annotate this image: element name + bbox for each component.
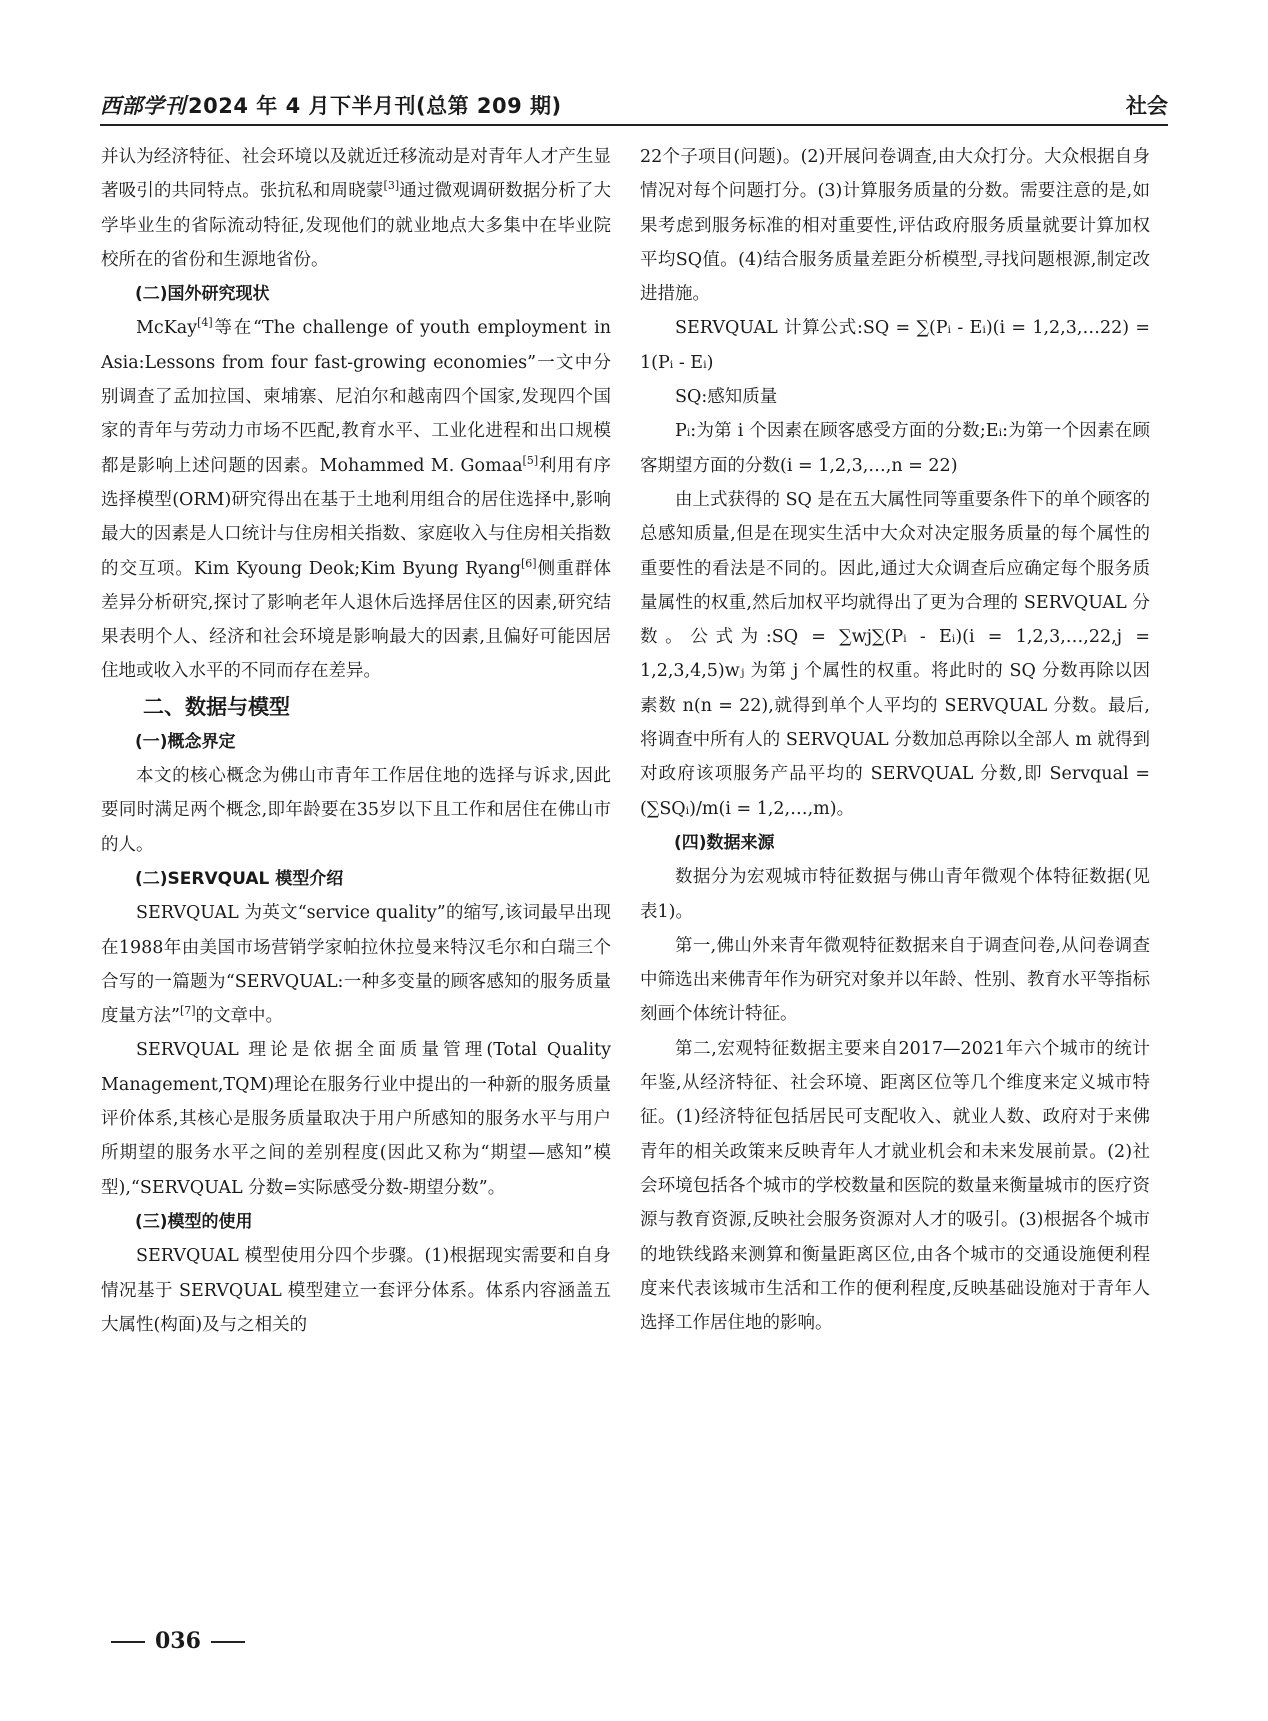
paragraph: 本文的核心概念为佛山市青年工作居住地的选择与诉求,因此要同时满足两个概念,即年龄要在35岁以下且工作和居住在佛山市的人。 (101, 766, 611, 855)
formula: SERVQUAL 计算公式:SQ = ∑(Pᵢ - Eᵢ)(i = 1,2,3,…22) = 1(Pᵢ - Eᵢ) (640, 318, 1150, 373)
definition: SQ:感知质量 (675, 387, 778, 408)
page-number: 036 (155, 1628, 201, 1654)
left-column (101, 140, 611, 1342)
journal-logo: 西部学刊 (100, 93, 186, 118)
paragraph: 数据分为宏观城市特征数据与佛山青年微观个体特征数据(见表1)。 (640, 867, 1150, 922)
paragraph: SERVQUAL 为英文“service quality”的缩写,该词最早出现在1988年由美国市场营销学家帕拉休拉曼来特汉毛尔和白瑞三个合写的一篇题为“SERVQUAL:一种多变量的顾客感知的服务质量度量方法”[7]的文章中。 (101, 903, 611, 1027)
citation-ref: [6] (520, 556, 537, 570)
paragraph: 由上式获得的 SQ 是在五大属性同等重要条件下的单个顾客的总感知质量,但是在现实生活中大众对决定服务质量的每个属性的重要性的看法是不同的。因此,通过大众调查后应确定每个服务质量属性的权重,然后加权平均就得出了更为合理的 SERVQUAL 分数。公式为:SQ = ∑wj∑(Pᵢ - Eᵢ)(i = 1,2,3,…,22,j = 1,2,3,4,5)wⱼ 为第 j 个属性的权重。将此时的 SQ 分数再除以因素数 n(n = 22),就得到单个人平均的 SERVQUAL 分数。最后,将调查中所有人的 SERVQUAL 分数加总再除以全部人 m 就得到对政府该项服务产品平均的 SERVQUAL 分数,即 Servqual = (∑SQᵢ)/m(i = 1,2,…,m)。 (640, 489, 1150, 819)
paragraph: McKay[4]等在“The challenge of youth employment in Asia:Lessons from four fast-growing economies”一文中分别调查了孟加拉国、柬埔寨、尼泊尔和越南四个国家,发现四个国家的青年与劳动力市场不匹配,教育水平、工业化进程和出口规模都是影响上述问题的因素。Mohammed M. Gomaa[5]利用有序选择模型(ORM)研究得出在基于土地利用组合的居住选择中,影响最大的因素是人口统计与住房相关指数、家庭收入与住房相关指数的交互项。Kim Kyoung Deok;Kim Byung Ryang[6]侧重群体差异分析研究,探讨了影响老年人退休后选择居住区的因素,研究结果表明个人、经济和社会环境是影响最大的因素,且偏好可能因居住地或收入水平的不同而存在差异。 (101, 316, 611, 682)
section-heading: (一)概念界定 (135, 731, 236, 752)
citation-ref: [3] (383, 179, 400, 193)
paragraph: 第二,宏观特征数据主要来自2017—2021年六个城市的统计年鉴,从经济特征、社会环境、距离区位等几个维度来定义城市特征。(1)经济特征包括居民可支配收入、就业人数、政府对于来佛青年的相关政策来反映青年人才就业机会和未来发展前景。(2)社会环境包括各个城市的学校数量和医院的数量来衡量城市的医疗资源与教育资源,反映社会服务资源对人才的吸引。(3)根据各个城市的地铁线路来测算和衡量距离区位,由各个城市的交通设施便利程度来代表该城市生活和工作的便利程度,反映基础设施对于青年人选择工作居住地的影响。 (640, 1038, 1150, 1334)
section-heading: (二)国外研究现状 (135, 284, 270, 305)
citation-ref: [5] (522, 453, 539, 467)
section-label: 社会 (1126, 94, 1168, 118)
footer-dash (111, 1641, 145, 1643)
section-heading: (四)数据来源 (674, 832, 775, 853)
definition: Pᵢ:为第 i 个因素在顾客感受方面的分数;Eᵢ:为第一个因素在顾客期望方面的分数(i = 1,2,3,…,n = 22) (640, 421, 1150, 476)
citation-ref: [4] (197, 316, 213, 330)
paragraph: 第一,佛山外来青年微观特征数据来自于调查问卷,从问卷调查中筛选出来佛青年作为研究对象并以年龄、性别、教育水平等指标刻画个体统计特征。 (640, 935, 1150, 1025)
journal-issue-line (100, 90, 562, 120)
right-column (640, 140, 1150, 1340)
paragraph: 并认为经济特征、社会环境以及就近迁移流动是对青年人才产生显著吸引的共同特点。张抗私和周晓蒙[3]通过微观调研数据分析了大学毕业生的省际流动特征,发现他们的就业地点大多集中在毕业院校所在的省份和生源地省份。 (101, 147, 612, 270)
issue-label: 2024 年 4 月下半月刊(总第 209 期) (188, 94, 562, 118)
page-header (100, 84, 1168, 126)
citation-ref: [7] (179, 1004, 196, 1018)
footer-dash (211, 1641, 245, 1643)
paragraph: SERVQUAL 理论是依据全面质量管理(Total Quality Management,TQM)理论在服务行业中提出的一种新的服务质量评价体系,其核心是服务质量取决于用户所感知的服务水平与用户所期望的服务水平之间的差别程度(因此又称为“期望—感知”模型),“SERVQUAL 分数=实际感受分数-期望分数”。 (101, 1040, 611, 1198)
chapter-heading: 二、数据与模型 (143, 694, 290, 719)
page-footer (101, 1628, 255, 1654)
section-heading: (三)模型的使用 (135, 1211, 253, 1232)
paragraph: 22个子项目(问题)。(2)开展问卷调查,由大众打分。大众根据自身情况对每个问题打分。(3)计算服务质量的分数。需要注意的是,如果考虑到服务标准的相对重要性,评估政府服务质量就要计算加权平均SQ值。(4)结合服务质量差距分析模型,寻找问题根源,制定改进措施。 (640, 147, 1150, 305)
section-heading: (二)SERVQUAL 模型介绍 (135, 868, 344, 889)
paragraph: SERVQUAL 模型使用分四个步骤。(1)根据现实需要和自身情况基于 SERVQUAL 模型建立一套评分体系。体系内容涵盖五大属性(构面)及与之相关的 (101, 1246, 611, 1335)
